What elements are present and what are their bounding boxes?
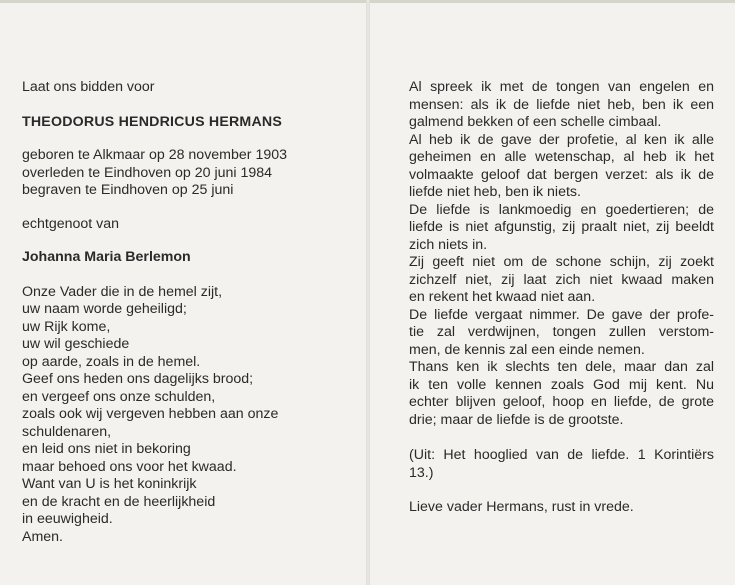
prayer-line: en leid ons niet in bekoring xyxy=(22,441,191,457)
quote-line: zich niets in. xyxy=(409,236,488,253)
quote-line: liefde niet heb, ben ik niets. xyxy=(409,184,581,200)
prayer-line: op aarde, zoals in de hemel. xyxy=(22,353,201,370)
spouse-name: Johanna Maria Berlemon xyxy=(22,249,191,265)
prayer-line: zoals ook wij vergeven hebben aan onze xyxy=(22,406,279,422)
prayer-line: Geef ons heden ons dagelijks brood; xyxy=(22,371,254,387)
quote-line: liefde is niet afgunstig, zij praalt niet, zij beeldt xyxy=(409,219,714,235)
quote-line: ik ten volle kennen zoals God mij kent. Nu xyxy=(409,376,714,393)
prayer-line: Onze Vader die in de hemel zijt, xyxy=(22,283,223,300)
intro-text: Laat ons bidden voor xyxy=(22,79,155,95)
left-page xyxy=(22,79,352,546)
burial-line: begraven te Eindhoven op 25 juni xyxy=(22,182,234,198)
prayer-line: maar behoed ons voor het kwaad. xyxy=(22,458,237,475)
corinthians-quote xyxy=(409,79,714,429)
lords-prayer xyxy=(22,284,352,547)
quote-line: galmend bekken of een schelle cimbaal. xyxy=(409,114,662,130)
quote-line: drie; maar de liefde is de grootste. xyxy=(409,411,624,428)
life-dates xyxy=(22,147,352,200)
quote-line: mensen: als ik de liefde niet heb, ben ik een xyxy=(409,96,714,113)
deceased-name: THEODORUS HENDRICUS HERMANS xyxy=(22,113,282,130)
quote-line: geheimen en alle wetenschap, al heb ik het xyxy=(409,149,714,165)
card-fold xyxy=(366,0,370,585)
quote-line: tie zal verdwijnen, tongen zullen verstom- xyxy=(409,324,714,340)
prayer-line: Want van U is het koninkrijk xyxy=(22,476,197,492)
quote-line: De liefde vergaat nimmer. De gave der profe- xyxy=(409,306,714,323)
source-line: (Uit: Het hooglied van de liefde. 1 Korintiërs xyxy=(409,447,714,463)
spouse-label: echtgenoot van xyxy=(22,215,120,232)
birth-line: geboren te Alkmaar op 28 november 1903 xyxy=(22,147,288,163)
quote-source xyxy=(409,447,714,482)
prayer-line: uw naam worde geheiligd; xyxy=(22,301,187,317)
prayer-line: uw Rijk kome, xyxy=(22,318,111,335)
death-line: overleden te Eindhoven op 20 juni 1984 xyxy=(22,164,273,181)
prayer-line: in eeuwigheid. xyxy=(22,511,113,527)
quote-line: De liefde is lankmoedig en goedertieren; de xyxy=(409,201,714,218)
prayer-line: Amen. xyxy=(22,528,64,545)
right-page xyxy=(409,79,714,517)
quote-line: echter blijven geloof, hoop en liefde, de grote xyxy=(409,394,714,410)
farewell-text: Lieve vader Hermans, rust in vrede. xyxy=(409,499,634,515)
prayer-line: en de kracht en de heerlijkheid xyxy=(22,493,216,510)
prayer-line: uw wil geschiede xyxy=(22,336,130,352)
source-line: 13.) xyxy=(409,464,434,481)
quote-line: en rekent het kwaad niet aan. xyxy=(409,289,596,305)
quote-line: Al spreek ik met de tongen van engelen en xyxy=(409,79,714,95)
prayer-line: en vergeef ons onze schulden, xyxy=(22,388,216,405)
prayer-line: schuldenaren, xyxy=(22,423,112,440)
quote-line: zichzelf niet, zij laat zich niet kwaad maken xyxy=(409,271,714,288)
quote-line: Zij geeft niet om de schone schijn, zij zoekt xyxy=(409,254,714,270)
quote-line: volmaakte geloof dat bergen verzet: als ik de xyxy=(409,166,714,183)
quote-line: men, de kennis zal een einde nemen. xyxy=(409,341,645,358)
quote-line: Al heb ik de gave der profetie, al ken ik alle xyxy=(409,131,714,148)
quote-line: Thans ken ik slechts ten dele, maar dan zal xyxy=(409,359,714,375)
